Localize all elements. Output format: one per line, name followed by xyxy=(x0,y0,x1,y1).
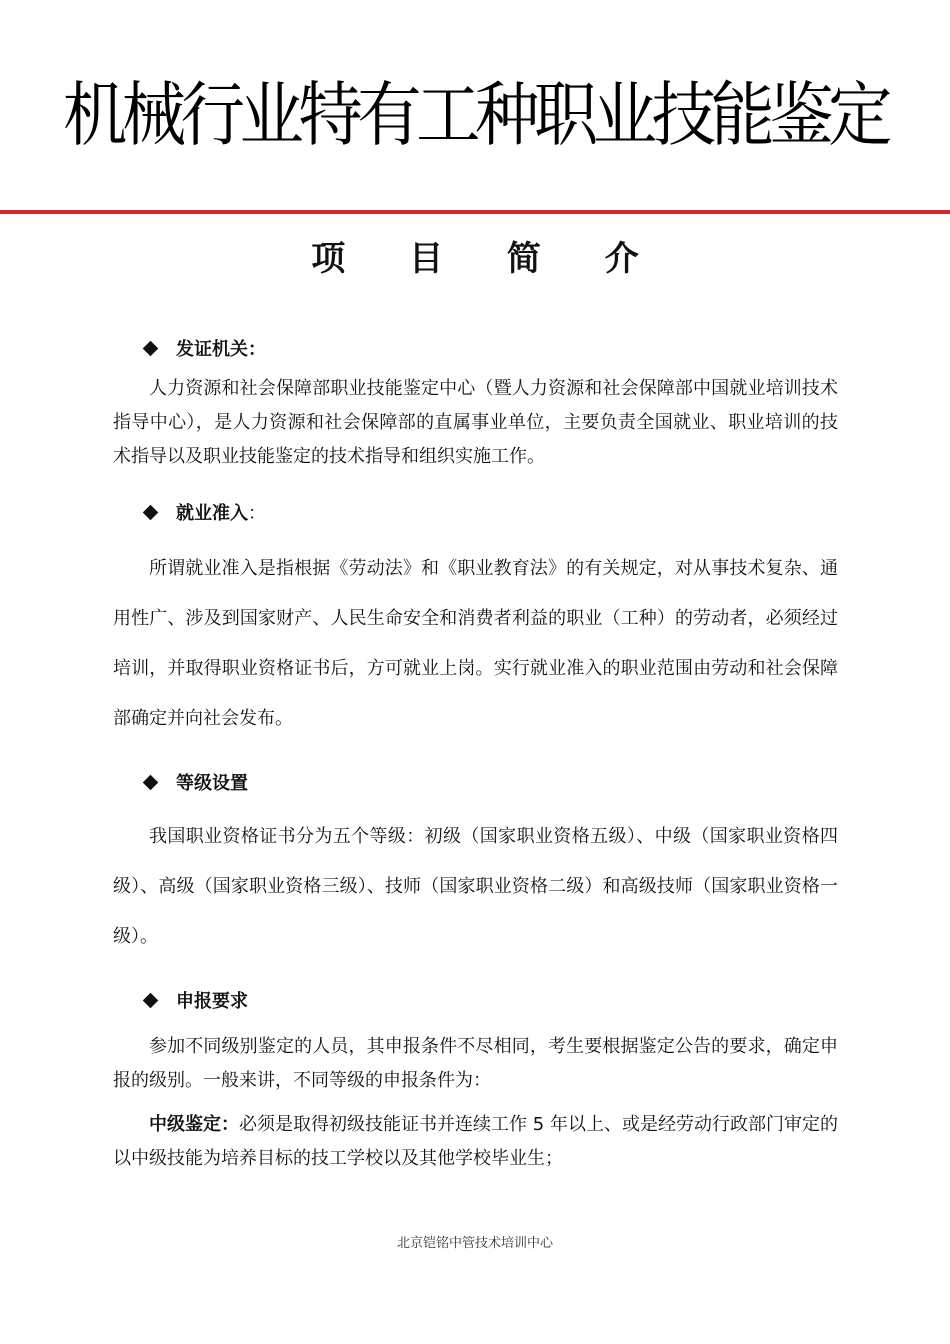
section-heading-text: 就业准入 xyxy=(176,503,248,524)
document-title: 机械行业特有工种职业技能鉴定 xyxy=(62,74,888,156)
intermediate-appraisal-text: 必须是取得初级技能证书并连续工作 5 年以上、或是经劳动行政部门审定的以中级技能为培养目标的技工学校以及其他学校毕业生； xyxy=(113,1114,838,1169)
document-body xyxy=(113,330,838,1176)
intermediate-appraisal-label: 中级鉴定： xyxy=(149,1114,240,1135)
diamond-bullet-icon xyxy=(143,504,159,520)
section-heading-text: 申报要求 xyxy=(176,991,248,1012)
paragraph-application-requirements: 参加不同级别鉴定的人员，其申报条件不尽相同，考生要根据鉴定公告的要求，确定申报的级别。一般来讲，不同等级的申报条件为： xyxy=(113,1036,838,1091)
section-title: 项 目 简 介 xyxy=(311,239,665,279)
diamond-bullet-icon xyxy=(143,774,159,790)
section-heading-employment-access xyxy=(113,494,838,530)
section-heading-application-requirements xyxy=(113,982,838,1018)
section-heading-colon: ： xyxy=(248,503,266,524)
red-divider-line xyxy=(0,210,950,214)
page-footer: 北京铠铭中管技术培训中心 xyxy=(396,1236,553,1251)
paragraph-intermediate-appraisal xyxy=(113,1108,838,1176)
section-heading-text: 发证机关： xyxy=(176,339,266,360)
section-heading-grade-levels xyxy=(113,764,838,800)
paragraph-issuing-authority: 人力资源和社会保障部职业技能鉴定中心（暨人力资源和社会保障部中国就业培训技术指导中心），是人力资源和社会保障部的直属事业单位，主要负责全国就业、职业培训的技术指导以及职业技能鉴定的技术指导和组织实施工作。 xyxy=(113,378,838,467)
paragraph-employment-access: 所谓就业准入是指根据《劳动法》和《职业教育法》的有关规定，对从事技术复杂、通用性广、涉及到国家财产、人民生命安全和消费者利益的职业（工种）的劳动者，必须经过培训，并取得职业资格证书后，方可就业上岗。实行就业准入的职业范围由劳动和社会保障部确定并向社会发布。 xyxy=(113,558,838,729)
section-heading-text: 等级设置 xyxy=(176,773,248,794)
paragraph-grade-levels: 我国职业资格证书分为五个等级：初级（国家职业资格五级）、中级（国家职业资格四级）、高级（国家职业资格三级）、技师（国家职业资格二级）和高级技师（国家职业资格一级）。 xyxy=(113,826,838,947)
diamond-bullet-icon xyxy=(143,992,159,1008)
diamond-bullet-icon xyxy=(143,340,159,356)
section-heading-issuing-authority xyxy=(113,330,838,366)
